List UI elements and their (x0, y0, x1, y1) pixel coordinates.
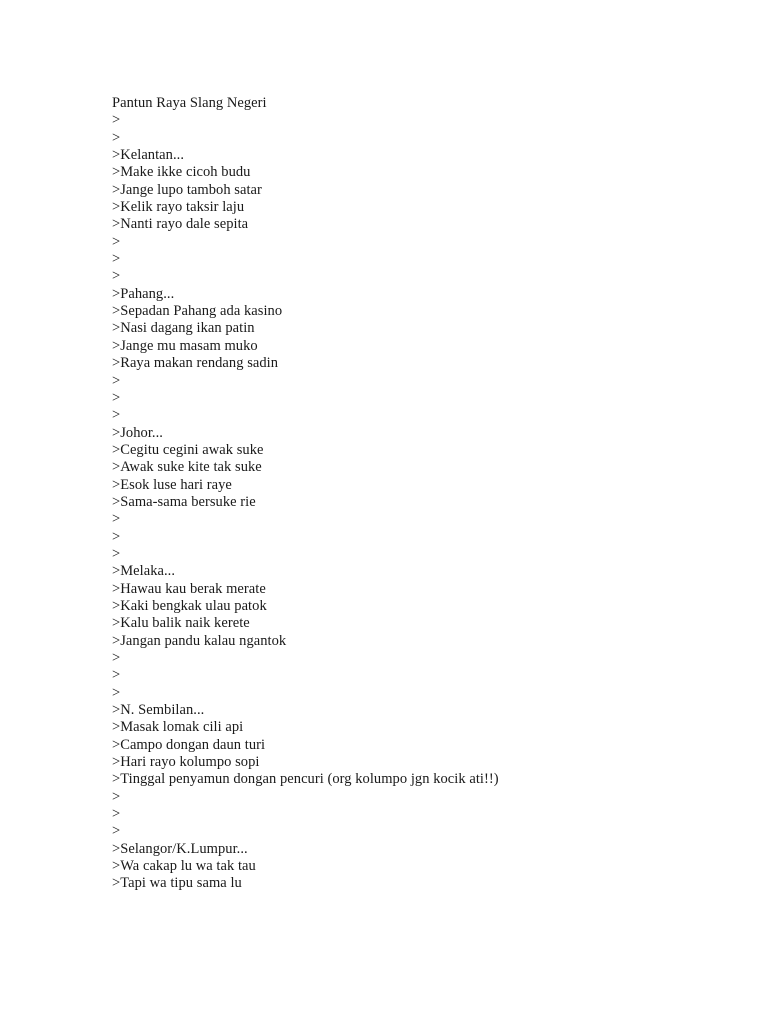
pantun-line: >Campo dongan daun turi (112, 736, 266, 753)
section-heading-n-sembilan: >N. Sembilan... (112, 702, 205, 719)
document-body (112, 95, 732, 893)
quote-line: > (112, 528, 121, 545)
quote-line: > (112, 545, 121, 562)
quote-line: > (112, 407, 121, 424)
section-heading-pahang: >Pahang... (112, 285, 175, 302)
pantun-line: >Sepadan Pahang ada kasino (112, 303, 283, 320)
pantun-line: >Kelik rayo taksir laju (112, 199, 245, 216)
quote-line: > (112, 511, 121, 528)
pantun-line: >Hari rayo kolumpo sopi (112, 754, 260, 771)
quote-line: > (112, 112, 121, 129)
pantun-line: >Cegitu cegini awak suke (112, 441, 264, 458)
quote-line: > (112, 806, 121, 823)
pantun-line: >Kaki bengkak ulau patok (112, 597, 267, 614)
pantun-line: >Nanti rayo dale sepita (112, 216, 249, 233)
pantun-line: >Nasi dagang ikan patin (112, 320, 255, 337)
pantun-line: >Masak lomak cili api (112, 719, 244, 736)
section-heading-melaka: >Melaka... (112, 563, 176, 580)
pantun-line: >Tinggal penyamun dongan pencuri (org kolumpo jgn kocik ati!!) (112, 771, 499, 788)
pantun-line: >Jange mu masam muko (112, 337, 258, 354)
pantun-line: >Esok luse hari raye (112, 476, 232, 493)
pantun-line: >Wa cakap lu wa tak tau (112, 858, 256, 875)
pantun-line: >Kalu balik naik kerete (112, 615, 250, 632)
quote-line: > (112, 251, 121, 268)
quote-line: > (112, 823, 121, 840)
quote-line: > (112, 650, 121, 666)
pantun-line: >Tapi wa tipu sama lu (112, 875, 242, 892)
document-title: Pantun Raya Slang Negeri (112, 95, 267, 111)
quote-line: > (112, 389, 121, 406)
pantun-line: >Raya makan rendang sadin (112, 355, 279, 372)
section-heading-kelantan: >Kelantan... (112, 147, 184, 164)
pantun-line: >Make ikke cicoh budu (112, 164, 251, 181)
quote-line: > (112, 667, 121, 684)
pantun-line: >Sama-sama bersuke rie (112, 493, 256, 510)
quote-line: > (112, 233, 121, 250)
pantun-line: >Jange lupo tamboh satar (112, 181, 262, 198)
section-heading-johor: >Johor... (112, 424, 163, 441)
quote-line: > (112, 129, 121, 146)
pantun-line: >Jangan pandu kalau ngantok (112, 632, 287, 649)
quote-line: > (112, 684, 121, 701)
section-heading-selangor: >Selangor/K.Lumpur... (112, 840, 248, 857)
quote-line: > (112, 268, 121, 285)
pantun-line: >Awak suke kite tak suke (112, 459, 262, 476)
quote-line: > (112, 788, 121, 805)
pantun-line: >Hawau kau berak merate (112, 580, 266, 597)
quote-line: > (112, 372, 121, 389)
